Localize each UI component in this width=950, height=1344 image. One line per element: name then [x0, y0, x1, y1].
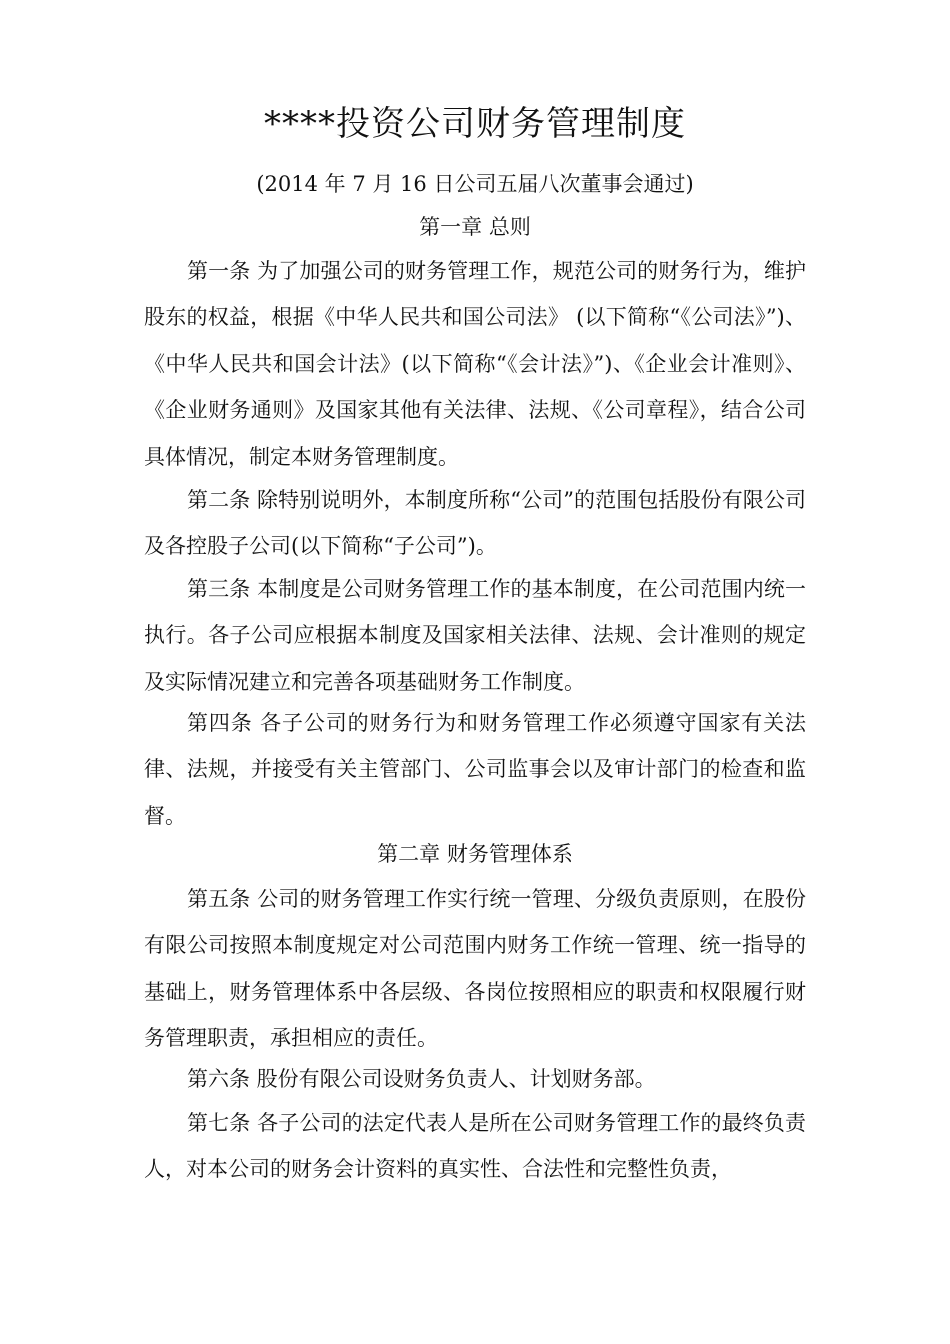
- chapter-heading-1: 第一章 总则: [419, 215, 531, 239]
- article-3: 第三条 本制度是公司财务管理工作的基本制度，在公司范围内统一执行。各子公司应根据本制度及国家相关法律、法规、会计准则的规定及实际情况建立和完善各项基础财务工作制度。: [144, 577, 806, 694]
- article-5: 第五条 公司的财务管理工作实行统一管理、分级负责原则，在股份有限公司按照本制度规定对公司范围内财务工作统一管理、统一指导的基础上，财务管理体系中各层级、各岗位按照相应的职责和权限履行财务管理职责，承担相应的责任。: [144, 887, 806, 1051]
- article-6: 第六条 股份有限公司设财务负责人、计划财务部。: [187, 1067, 656, 1091]
- article-4: 第四条 各子公司的财务行为和财务管理工作必须遵守国家有关法律、法规，并接受有关主管部门、公司监事会以及审计部门的检查和监督。: [144, 711, 806, 828]
- document-title: ****投资公司财务管理制度: [264, 104, 686, 144]
- chapter-heading-2: 第二章 财务管理体系: [377, 842, 573, 866]
- article-7: 第七条 各子公司的法定代表人是所在公司财务管理工作的最终负责人，对本公司的财务会计资料的真实性、合法性和完整性负责，: [144, 1111, 806, 1182]
- article-2: 第二条 除特别说明外，本制度所称“公司”的范围包括股份有限公司及各控股子公司(以下简称“子公司”)。: [144, 488, 806, 559]
- document-subtitle: (2014 年 7 月 16 日公司五届八次董事会通过): [256, 172, 694, 196]
- article-1: 第一条 为了加强公司的财务管理工作，规范公司的财务行为，维护股东的权益，根据《中华人民共和国公司法》 (以下简称“《公司法》”)、《中华人民共和国会计法》(以下简称“《会计法》”)、《企业会计准则》、《企业财务通则》及国家其他有关法律、法规、《公司章程》，结合公司具体情况，制定本财务管理制度。: [144, 259, 806, 469]
